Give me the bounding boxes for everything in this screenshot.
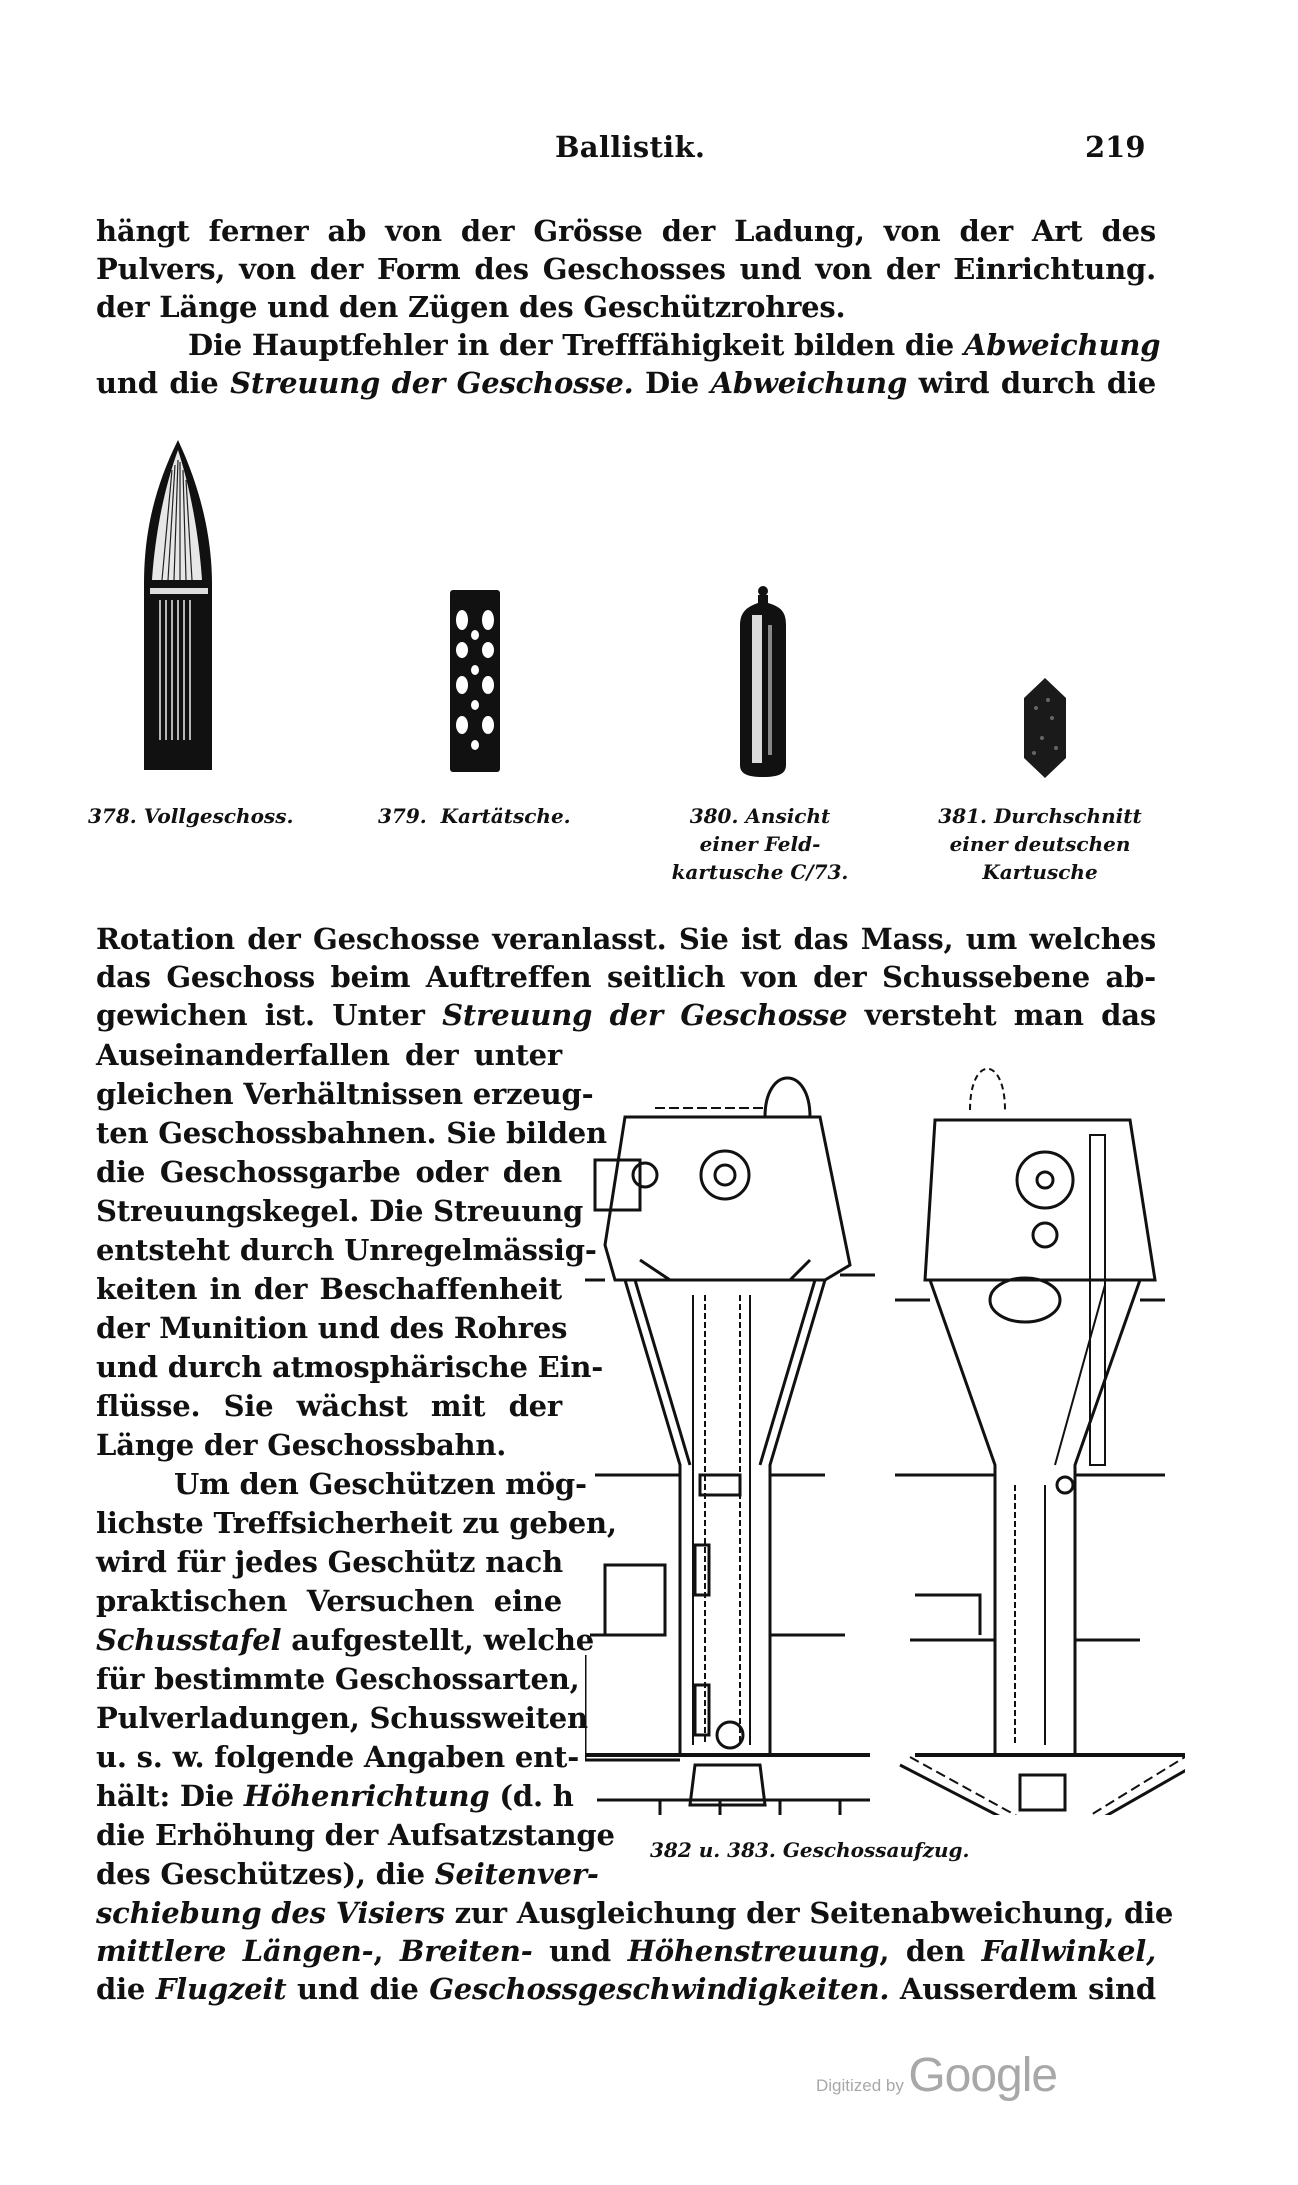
emphasis: Abweichung bbox=[710, 366, 908, 400]
emphasis: mittlere Längen- bbox=[96, 1934, 374, 1968]
text-line: Um den Geschützen mög- bbox=[174, 1467, 587, 1501]
running-header: Ballistik. bbox=[555, 130, 706, 164]
caption-line: 381. Durchschnitt bbox=[938, 804, 1142, 828]
page-number: 219 bbox=[1085, 130, 1146, 164]
emphasis: Abweichung bbox=[963, 328, 1161, 362]
emphasis: Flugzeit bbox=[155, 1972, 287, 2006]
figure-caption-378 bbox=[88, 802, 293, 830]
text-line: gleichen Verhältnissen erzeug- bbox=[96, 1077, 594, 1111]
text-span: aufgestellt, welche bbox=[281, 1623, 594, 1657]
figure-caption-380 bbox=[660, 802, 860, 886]
text-line: Pulvers, von der Form des Geschosses und von der Einrichtung. bbox=[96, 252, 1156, 286]
text-span: und bbox=[532, 1934, 628, 1968]
text-span: versteht man das bbox=[847, 998, 1156, 1032]
figure-380-field-cartridge bbox=[738, 585, 788, 777]
text-line: und durch atmosphärische Ein- bbox=[96, 1350, 604, 1384]
text-line: hängt ferner ab von der Grösse der Ladung, von der Art des bbox=[96, 214, 1156, 248]
text-span: des Geschützes), die bbox=[96, 1857, 435, 1891]
watermark-small: Digitized by bbox=[816, 2076, 904, 2095]
text-line: ten Geschossbahnen. Sie bilden bbox=[96, 1116, 607, 1150]
text-line: für bestimmte Geschossarten, bbox=[96, 1662, 580, 1696]
text-span: Die bbox=[633, 366, 711, 400]
emphasis: Streuung der Geschosse. bbox=[230, 366, 634, 400]
figure-caption-382-383: 382 u. 383. Geschossaufzug. bbox=[650, 1838, 970, 1862]
caption-number: 378. bbox=[88, 804, 137, 828]
text-span: (d. h bbox=[489, 1779, 574, 1813]
figure-378-solid-shot bbox=[138, 440, 248, 770]
caption-line: einer deutschen bbox=[949, 832, 1131, 856]
digitized-by-google-watermark bbox=[816, 2048, 1057, 2103]
caption-number: 379. bbox=[378, 804, 427, 828]
hoist-section-view bbox=[895, 1069, 1185, 1815]
text-line: die Geschossgarbe oder den bbox=[96, 1155, 562, 1189]
figure-381-cartridge-section bbox=[1022, 678, 1068, 778]
text-line bbox=[96, 1621, 594, 1659]
text-span: und die bbox=[96, 366, 231, 400]
text-line: das Geschoss beim Auftreffen seitlich von der Schussebene ab- bbox=[96, 960, 1156, 994]
text-line bbox=[96, 996, 1156, 1034]
emphasis: Fallwinkel, bbox=[981, 1934, 1156, 1968]
google-logo: Google bbox=[908, 2049, 1058, 2102]
figure-379-canister bbox=[450, 590, 500, 772]
caption-line: einer Feld- bbox=[699, 832, 821, 856]
text-line: entsteht durch Unregelmässig- bbox=[96, 1233, 597, 1267]
text-line bbox=[96, 1894, 1174, 1932]
text-line bbox=[96, 1932, 1156, 1970]
emphasis: Streuung der Geschosse bbox=[442, 998, 848, 1032]
text-line: Rotation der Geschosse veranlasst. Sie ist das Mass, um welches bbox=[96, 922, 1156, 956]
text-line bbox=[96, 1777, 574, 1815]
text-line bbox=[96, 1855, 599, 1893]
text-span: Ausserdem sind bbox=[889, 1972, 1156, 2006]
text-span: zur Ausgleichung der Seitenabweichung, die bbox=[444, 1896, 1174, 1930]
text-line: die Erhöhung der Aufsatzstange bbox=[96, 1818, 615, 1852]
text-line: praktischen Versuchen eine bbox=[96, 1584, 562, 1618]
text-line: keiten in der Beschaffenheit bbox=[96, 1272, 562, 1306]
text-line: u. s. w. folgende Angaben ent- bbox=[96, 1740, 580, 1774]
caption-line: kartusche C/73. bbox=[671, 860, 849, 884]
text-line bbox=[96, 326, 1161, 364]
text-span: gewichen ist. Unter bbox=[96, 998, 443, 1032]
emphasis: Höhenstreuung bbox=[627, 1934, 880, 1968]
text-span: Die Hauptfehler in der Trefffähigkeit bilden die bbox=[188, 328, 964, 362]
caption-text: Kartätsche. bbox=[440, 804, 571, 828]
emphasis: Geschossgeschwindigkeiten. bbox=[429, 1972, 890, 2006]
text-line: lichste Treffsicherheit zu geben, bbox=[96, 1506, 617, 1540]
text-line: der Munition und des Rohres bbox=[96, 1311, 568, 1345]
emphasis: Höhenrichtung bbox=[243, 1779, 490, 1813]
hoist-elevation-view bbox=[585, 1078, 875, 1815]
text-span: wird durch die bbox=[907, 366, 1156, 400]
caption-text: Vollgeschoss. bbox=[143, 804, 294, 828]
text-span: hält: Die bbox=[96, 1779, 244, 1813]
text-line: Auseinanderfallen der unter bbox=[96, 1038, 562, 1072]
caption-line: 380. Ansicht bbox=[689, 804, 831, 828]
emphasis: Schusstafel bbox=[96, 1623, 282, 1657]
figure-caption-381 bbox=[930, 802, 1150, 886]
text-line: Länge der Geschossbahn. bbox=[96, 1428, 507, 1462]
text-line: Pulverladungen, Schussweiten bbox=[96, 1701, 588, 1735]
text-line: Streuungskegel. Die Streuung bbox=[96, 1194, 584, 1228]
text-span: die bbox=[96, 1972, 156, 2006]
text-span: und die bbox=[286, 1972, 430, 2006]
emphasis: Breiten- bbox=[399, 1934, 533, 1968]
emphasis: schiebung des Visiers bbox=[96, 1896, 445, 1930]
text-line: der Länge und den Zügen des Geschützrohres. bbox=[96, 290, 846, 324]
text-line bbox=[96, 1970, 1156, 2008]
caption-line: Kartusche bbox=[982, 860, 1098, 884]
figure-382-383-shell-hoist bbox=[585, 1045, 1185, 1815]
text-line bbox=[96, 364, 1156, 402]
emphasis: Seitenver- bbox=[434, 1857, 599, 1891]
text-span: , bbox=[373, 1934, 400, 1968]
text-line: wird für jedes Geschütz nach bbox=[96, 1545, 564, 1579]
text-span: , den bbox=[879, 1934, 982, 1968]
figure-caption-379 bbox=[378, 802, 571, 830]
text-line: flüsse. Sie wächst mit der bbox=[96, 1389, 562, 1423]
